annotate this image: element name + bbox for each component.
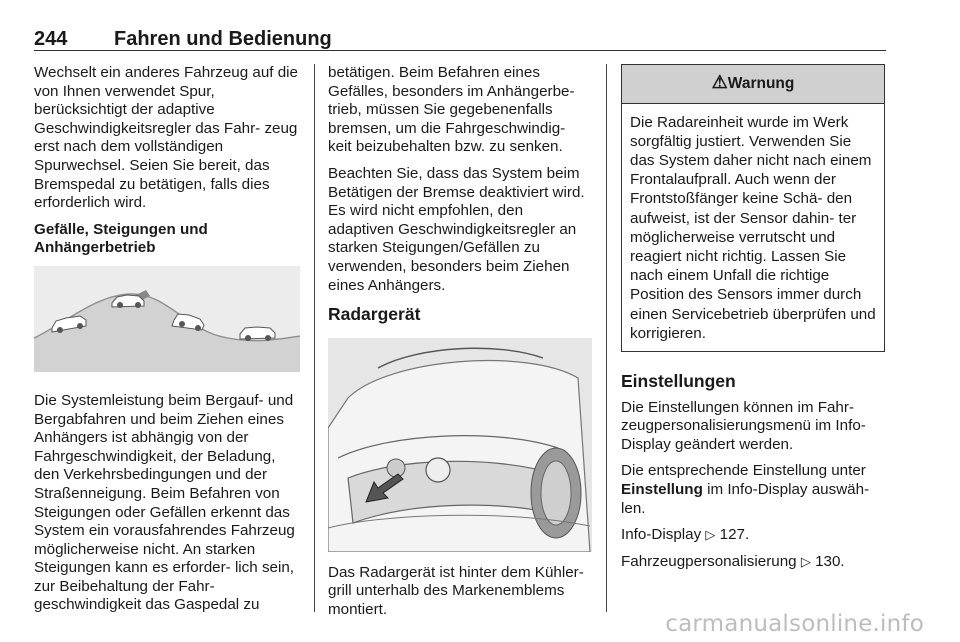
- paragraph-setting-selection: [621, 462, 885, 518]
- page-reference-icon: ▷: [705, 527, 716, 543]
- warning-box: [621, 64, 885, 352]
- paragraph-settings-menu: Die Einstellungen können im Fahr- zeugpersonalisierungsmenü im Info- Display geändert werden.: [621, 398, 866, 453]
- page-title: Fahren und Bedienung: [114, 28, 332, 50]
- paragraph-lane-change: Wechselt ein anderes Fahrzeug auf die von Ihnen verwendet Spur, berücksichtigt der adaptive Geschwindigkeitsregler das Fahr- zeug erst nach dem vollständigen Spurwechsel. Seien Sie bereit, das Bremspedal zu betätigen, falls dies erforderlich wird.: [34, 64, 298, 212]
- warning-title: Warnung: [727, 75, 795, 92]
- page-reference-icon: ▷: [800, 553, 811, 569]
- reference-label: Info-Display: [621, 526, 702, 544]
- warning-text: Die Radareinheit wurde im Werk sorgfältig justiert. Verwenden Sie das System daher nicht nach einem Frontalaufprall. Auch wenn der Frontstoßfänger keine Schä- den aufweist, ist der Sensor dahin- ter möglicherweise verrutscht und reagiert nicht richtig. Lassen Sie nach einem Unfall die richtige Position des Sensors immer durch einen Servicebetrieb überprüfen und korrigieren.: [630, 113, 876, 342]
- column-divider-2: [606, 64, 607, 612]
- reference-page: 127.: [719, 526, 750, 544]
- column-3: [621, 64, 885, 579]
- reference-label: Fahrzeugpersonalisierung: [621, 552, 797, 570]
- section-heading-settings: Einstellungen: [621, 371, 736, 392]
- paragraph-radar-location: Das Radargerät ist hinter dem Kühler- grill unterhalb des Markenemblems montiert.: [328, 563, 584, 618]
- hill-driving-illustration: [34, 266, 300, 372]
- radar-sensor-illustration: [328, 338, 592, 552]
- section-heading-radar: Radargerät: [328, 304, 421, 325]
- text-segment: im Info-Display auswäh- len.: [621, 481, 870, 517]
- paragraph-system-performance: Die Systemleistung beim Bergauf- und Bergabfahren und beim Ziehen eines Anhängers ist abhängig von der Fahrgeschwindigkeit, der Beladung, den Verkehrsbedingungen und der Straßenneigung. Beim Befahren von Steigungen oder Gefällen erkennt das System ein vorausfahrendes Fahrzeug möglicherweise nicht. An starken Steigungen kann es erforder- lich sein, zur Beibehaltung der Fahr- geschwindigkeit das Gaspedal zu: [34, 391, 295, 614]
- paragraph-brake-deactivation: Beachten Sie, dass das System beim Betätigen der Bremse deaktiviert wird. Es wird nicht empfohlen, den adaptiven Geschwindigkeitsregler an starken Steigungen/Gefällen zu verwenden, besonders beim Ziehen eines Anhängers.: [328, 164, 585, 294]
- reference-personalization: [621, 553, 885, 572]
- watermark: carmanualsonline.info: [665, 611, 924, 637]
- setting-name: Einstellung: [621, 481, 703, 498]
- warning-icon: ⚠: [711, 72, 728, 92]
- paragraph-braking-downhill: betätigen. Beim Befahren eines Gefälles, besonders im Anhängerbe- trieb, müssen Sie gegebenenfalls bremsen, um die Fahrgeschwindig- keit beizubehalten bzw. zu senken.: [328, 64, 575, 156]
- reference-page: 130.: [815, 552, 845, 570]
- column-2: [328, 64, 592, 628]
- warning-header: [622, 65, 884, 104]
- column-divider-1: [314, 64, 315, 612]
- page-header: [34, 28, 886, 51]
- text-segment: Die entsprechende Einstellung unter: [621, 462, 866, 480]
- section-heading-slopes: Gefälle, Steigungen und Anhängerbetrieb: [34, 220, 208, 257]
- page-number: 244: [34, 28, 68, 50]
- reference-info-display: [621, 526, 885, 545]
- column-1: [34, 64, 300, 623]
